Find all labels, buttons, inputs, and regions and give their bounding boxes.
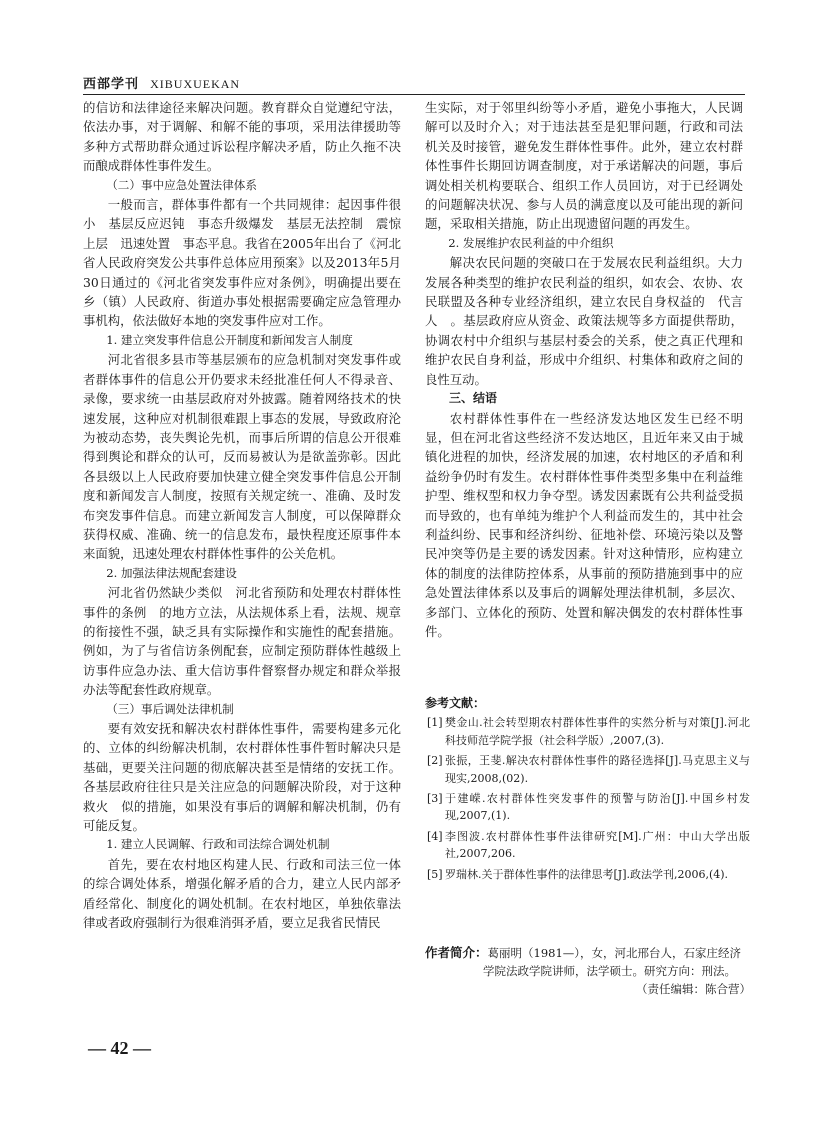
reference-text: 罗瑞林.关于群体性事件的法律思考[J].政法学刊,2006,(4). — [445, 867, 729, 881]
reference-text: 张振，王斐.解决农村群体性事件的路径选择[J].马克思主义与现实,2008,(02). — [445, 754, 750, 785]
journal-title-en: XIBUXUEKAN — [150, 77, 241, 91]
author-bio-line2: 学院法政学院讲师，法学硕士。研究方向：刑法。 — [483, 964, 736, 978]
section-heading: 1. 建立人民调解、行政和司法综合调处机制 — [106, 837, 330, 852]
running-header — [83, 73, 743, 95]
paragraph: 一般而言，群体事件都有一个共同规律：起因事件很小 基层反应迟钝 事态升级爆发 基层无法控制 震惊上层 迅速处置 事态平息。我省在2005年出台了《河北省人民政府突发公共事件总体应用预案》以及2013年5月30日通过的《河北省突发事件应对条例》，明确提出要在乡（镇）人民政府、街道办事处根据需要确定应急管理办事机构，依法做好本地的突发事件应对工作。 — [83, 197, 401, 329]
header-rule — [83, 94, 745, 95]
reference-text: 李图波.农村群体性事件法律研究[M].广州：中山大学出版社,2007,206. — [445, 829, 750, 861]
left-column — [83, 98, 414, 932]
reference-item — [425, 790, 750, 825]
reference-number: [3] — [427, 792, 443, 806]
section-heading: （二）事中应急处置法律体系 — [106, 177, 257, 192]
paragraph: 要有效安抚和解决农村群体性事件，需要构建多元化的、立体的纠纷解决机制，农村群体性事件暂时解决只是基础，更要关注问题的彻底解决甚至是情绪的安抚工作。各基层政府往往只是关注应急的问题解决阶段，对于这种 救火 似的措施，如果没有事后的调解和解决机制，仍有可能反复。 — [83, 721, 414, 834]
references-title: 参考文献： — [425, 696, 486, 710]
paragraph: 河北省很多县市等基层颁布的应急机制对突发事件或者群体事件的信息公开仍要求未经批准任何人不得录音、录像，要求统一由基层政府对外披露。随着网络技术的快速发展，这种应对机制很难跟上事态的发展，导致政府沦为被动态势，丧失舆论先机，而事后所谓的信息公开很难得到舆论和群众的认可，反而易被认为是欲盖弥彰。因此各县级以上人民政府要加快建立健全突发事件信息公开制度和新闻发言人制度，按照有关规定统一、准确、及时发布突发事件信息。而建立新闻发言人制度，可以保障群众获得权威、准确、统一的信息发布，最快程度还原事件本来面貌，迅速处理农村群体性事件的公关危机。 — [83, 352, 401, 562]
reference-item — [425, 714, 750, 749]
section-heading: 2. 发展维护农民利益的中介组织 — [448, 235, 614, 250]
reference-item — [425, 866, 750, 883]
reference-item — [425, 828, 750, 863]
reference-text: 樊金山.社会转型期农村群体性事件的实然分析与对策[J].河北科技师范学院学报（社会科学版）,2007,(3). — [445, 716, 750, 747]
page-number: — 42 — — [88, 1038, 151, 1058]
paragraph: 生实际，对于邻里纠纷等小矛盾，避免小事拖大，人民调解可以及时介入；对于违法甚至是犯罪问题，行政和司法机关及时接管，避免发生群体性事件。此外，建立农村群体性事件长期回访调查制度，对于承诺解决的问题，事后调处相关机构要联合、组织工作人员回访，对于已经调处的问题解决状况、参与人员的满意度以及可能出现的新问题，采取相关措施，防止出现遗留问题的再发生。 — [425, 100, 743, 232]
reference-number: [4] — [427, 829, 443, 843]
right-column — [425, 98, 743, 641]
reference-item — [425, 752, 750, 787]
section-heading: 1. 建立突发事件信息公开制度和新闻发言人制度 — [106, 332, 353, 347]
reference-number: [2] — [427, 754, 443, 768]
paragraph: 农村群体性事件在一些经济发达地区发生已经不明显，但在河北省这些经济不发达地区，且近年来又由于城镇化进程的加快，经济发展的加速，农村地区的矛盾和利益纷争仍时有发生。农村群体性事件类型多集中在利益维护型、维权型和权力争夺型。诱发因素既有公共利益受损而导致的，也有单纯为维护个人利益而发生的，其中社会利益纠纷、民事和经济纠纷、征地补偿、环境污染以及警民冲突等仍是主要的诱发因素。针对这种情形，应构建立体的制度的法律防控体系，从事前的预防措施到事中的应急处置法律体系以及事后的调解处理法律机制，多层次、多部门、立体化的预防、处置和解决偶发的农村群体性事件。 — [425, 410, 743, 639]
section-heading: （三）事后调处法律机制 — [106, 701, 234, 716]
references-list — [425, 714, 750, 883]
section-heading: 三、结语 — [449, 391, 498, 406]
reference-number: [5] — [427, 867, 443, 881]
references-section — [425, 695, 750, 886]
author-bio-line1: 葛丽明（1981—），女，河北邢台人，石家庄经济 — [487, 946, 742, 960]
reference-number: [1] — [427, 716, 443, 730]
paragraph: 的信访和法律途径来解决问题。教育群众自觉遵纪守法，依法办事，对于调解、和解不能的事项，采用法律援助等多种方式帮助群众通过诉讼程序解决矛盾，防止久拖不决而酿成群体性事件发生。 — [83, 100, 401, 174]
author-bio-label: 作者简介： — [425, 945, 488, 960]
journal-title-cn: 西部学刊 — [83, 77, 140, 92]
author-bio — [425, 944, 755, 998]
section-heading: 2. 加强法律法规配套建设 — [106, 565, 237, 580]
reference-text: 于建嵘.农村群体性突发事件的预警与防治[J].中国乡村发现,2007,(1). — [445, 792, 750, 823]
paragraph: 解决农民问题的突破口在于发展农民利益组织。大力发展各种类型的维护农民利益的组织，如农会、农协、农民联盟及各种专业经济组织，建立农民自身权益的 代言人 。基层政府应从资金、政策法规等多方面提供帮助，协调农村中介组织与基层村委会的关系，使之真正代理和维护农民自身利益，形成中介组织、村集体和政府之间的良性互动。 — [425, 255, 743, 387]
paragraph: 首先，要在农村地区构建人民、行政和司法三位一体的综合调处体系，增强化解矛盾的合力，建立人民内部矛盾经常化、制度化的调处机制。在农村地区，单独依靠法律或者政府强制行为很难消弭矛盾，要立足我省民情民 — [83, 856, 401, 931]
responsible-editor: （责任编辑：陈合营） — [636, 982, 751, 996]
paragraph: 河北省仍然缺少类似 河北省预防和处理农村群体性事件的条例 的地方立法，从法规体系上看，法规、规章的衔接性不强，缺乏具有实际操作和实施性的配套措施。例如，为了与省信访条例配套，应制定预防群体性越级上访事件应急办法、重大信访事件督察督办规定和群众举报办法等配套性政府规章。 — [83, 585, 401, 698]
